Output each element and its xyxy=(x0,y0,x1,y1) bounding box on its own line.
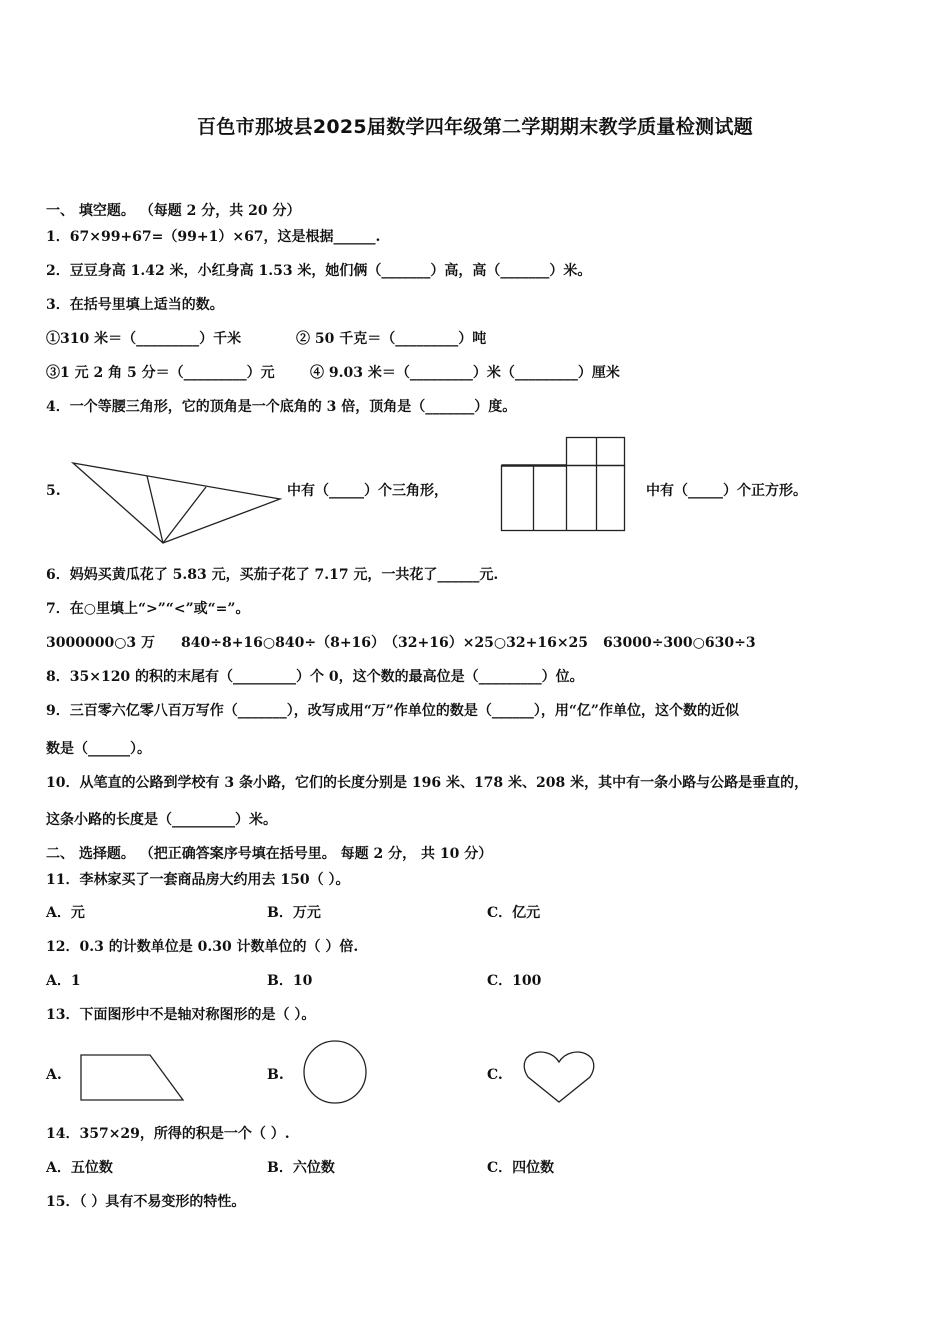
question-5-square-text: 中有（_____）个正方形。 xyxy=(646,483,807,499)
question-10-line2: 这条小路的长度是（_________）米。 xyxy=(46,812,277,828)
question-1: 1．67×99+67=（99+1）×67，这是根据______. xyxy=(46,229,381,245)
section2-header: 二、 选择题。 （把正确答案序号填在括号里。 每题 2 分， 共 10 分） xyxy=(46,846,493,862)
question-13-option-a: A. xyxy=(46,1067,62,1083)
question-9-line1: 9．三百零六亿零八百万写作（_______），改写成用“万”作单位的数是（______），用“亿”作单位，这个数的近似 xyxy=(46,703,739,719)
question-11: 11．李林家买了一套商品房大约用去 150（ ）。 xyxy=(46,872,350,888)
circle-shape xyxy=(302,1039,368,1105)
question-6: 6．妈妈买黄瓜花了 5.83 元，买茄子花了 7.17 元，一共花了______元. xyxy=(46,567,499,583)
question-3-item-4: ④ 9.03 米＝（_________）米（_________）厘米 xyxy=(310,365,620,381)
question-13: 13．下面图形中不是轴对称图形的是（ ）。 xyxy=(46,1007,316,1023)
question-3-item-1: ①310 米＝（_________）千米 xyxy=(46,331,242,347)
question-12-option-a: A．1 xyxy=(46,973,81,989)
question-7-item: 3000000○3 万 xyxy=(46,635,156,651)
question-5-number: 5. xyxy=(46,483,61,499)
question-7-item: 63000÷300○630÷3 xyxy=(603,635,756,651)
triangle-figure xyxy=(70,460,282,544)
question-12-option-c: C．100 xyxy=(487,973,542,989)
question-3-item-3: ③1 元 2 角 5 分＝（_________）元 xyxy=(46,365,275,381)
page-title: 百色市那坡县2025届数学四年级第二学期期末教学质量检测试题 xyxy=(197,116,753,138)
question-12-option-b: B．10 xyxy=(267,973,313,989)
question-11-option-b: B．万元 xyxy=(267,905,321,921)
question-7-item: （32+16）×25○32+16×25 xyxy=(384,635,589,651)
question-11-option-a: A．元 xyxy=(46,905,85,921)
heart-shape xyxy=(522,1050,596,1104)
question-2: 2．豆豆身高 1.42 米，小红身高 1.53 米，她们俩（_______）高，高（_______）米。 xyxy=(46,263,592,279)
question-14-option-c: C．四位数 xyxy=(487,1160,555,1176)
question-4: 4．一个等腰三角形，它的顶角是一个底角的 3 倍，顶角是（_______）度。 xyxy=(46,399,517,415)
question-14: 14．357×29，所得的积是一个（ ）. xyxy=(46,1126,290,1142)
question-15: 15．（ ）具有不易变形的特性。 xyxy=(46,1194,246,1210)
question-13-option-c: C. xyxy=(487,1067,503,1083)
question-10-line1: 10．从笔直的公路到学校有 3 条小路，它们的长度分别是 196 米、178 米、208 米，其中有一条小路与公路是垂直的， xyxy=(46,775,809,791)
question-9-line2: 数是（______）。 xyxy=(46,741,151,757)
question-14-option-a: A．五位数 xyxy=(46,1160,113,1176)
trapezoid-shape xyxy=(78,1052,186,1104)
question-3-item-2: ② 50 千克＝（_________）吨 xyxy=(296,331,487,347)
question-7-stem: 7．在○里填上“>”“<”或“=”。 xyxy=(46,601,250,617)
question-3-stem: 3．在括号里填上适当的数。 xyxy=(46,297,224,313)
section1-header: 一、 填空题。 （每题 2 分，共 20 分） xyxy=(46,203,301,219)
question-7-item: 840÷8+16○840÷（8+16） xyxy=(181,635,386,651)
question-14-option-b: B．六位数 xyxy=(267,1160,335,1176)
squares-figure xyxy=(500,436,626,533)
question-8: 8．35×120 的积的末尾有（_________）个 0，这个数的最高位是（_________）位。 xyxy=(46,669,584,685)
question-13-option-b: B. xyxy=(267,1067,284,1083)
question-5-triangle-text: 中有（_____）个三角形， xyxy=(287,483,448,499)
question-12: 12．0.3 的计数单位是 0.30 计数单位的（ ）倍. xyxy=(46,939,359,955)
question-11-option-c: C．亿元 xyxy=(487,905,541,921)
